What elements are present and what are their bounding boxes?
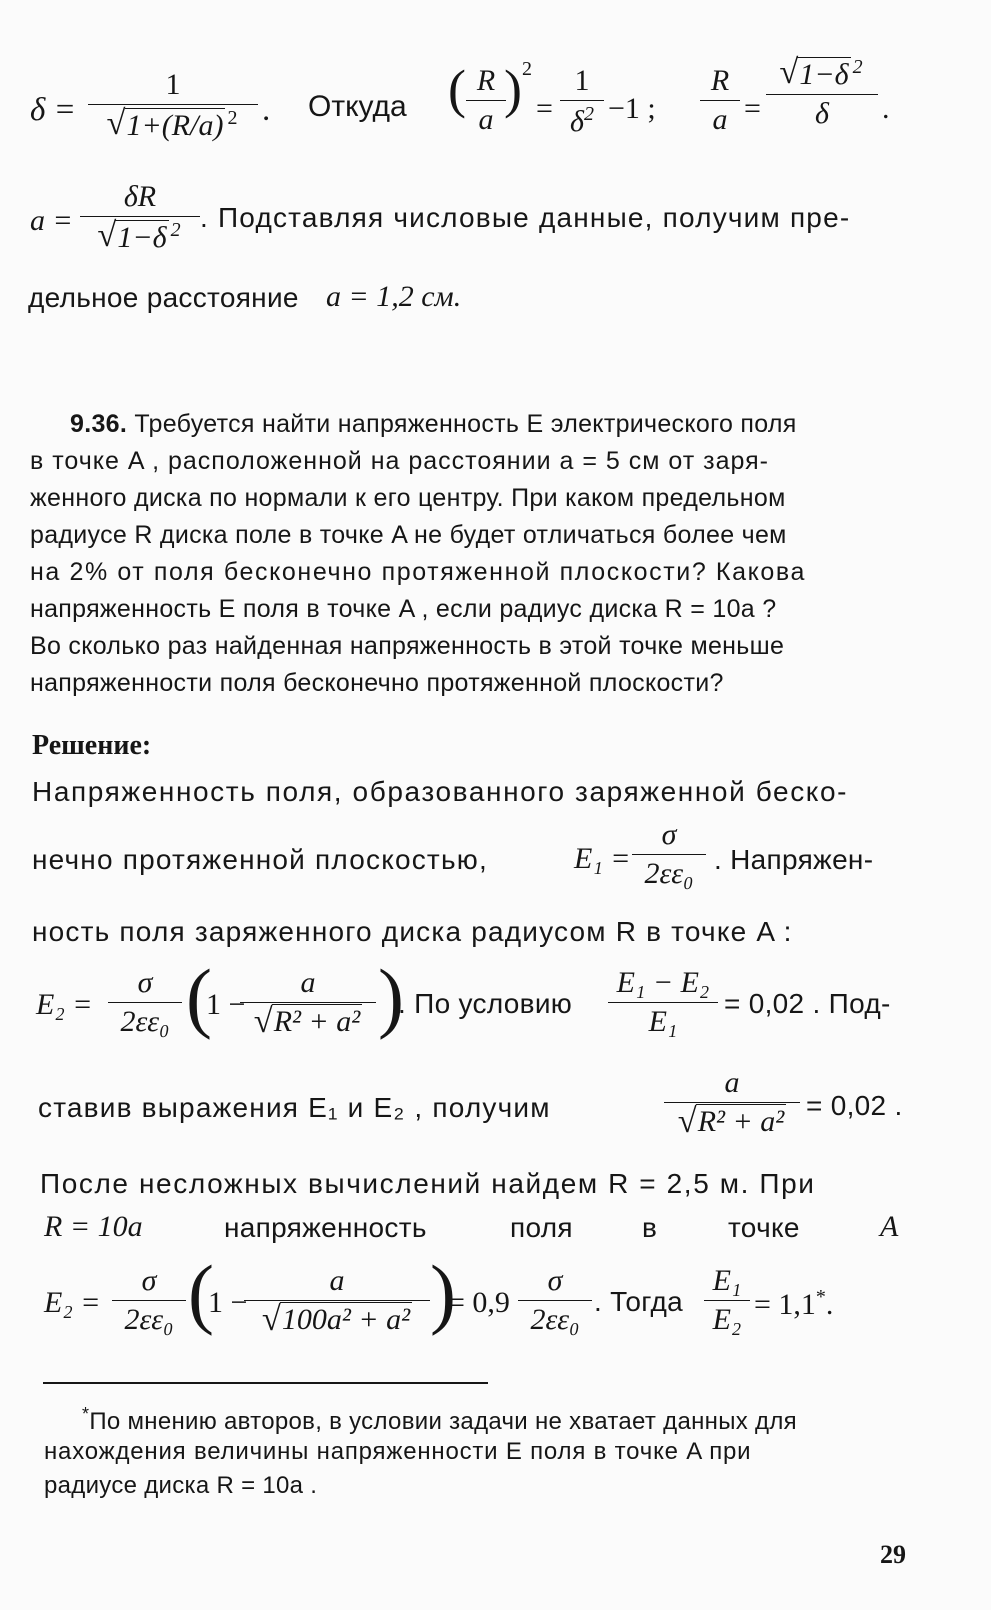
problem-line-5: на 2% от поля бесконечно протяженной плоскости? Какова (30, 558, 806, 586)
l7-c: поля (510, 1212, 573, 1243)
togda: . Тогда (594, 1286, 684, 1317)
delta-num: 1 (88, 68, 258, 105)
solution-line-5-tail: = 0,02 . (806, 1090, 903, 1121)
footnote-rule (43, 1382, 488, 1384)
big-right-paren-1: ) (378, 953, 404, 1040)
line2-text: дельное расстояние (28, 282, 299, 313)
e2-lhs-1: E₂ = (36, 988, 93, 1021)
e2-sigma-fraction-1: $\frac{\sigma}{\text{2εε₀}}$ (108, 966, 182, 1039)
solution-line-2-text: нечно протяженной плоскостью, (32, 844, 488, 875)
delta-fraction: 1 √ 1+(R/a) $^2$ (88, 68, 258, 143)
eq-09: = 0,9 (448, 1286, 510, 1319)
l7-f: A (880, 1210, 899, 1243)
footnote-line-2: нахождения величины напряженности E поля в точке A при (44, 1438, 752, 1465)
a-fraction: δR √ 1−δ $^2$ (80, 180, 200, 255)
big-left-paren-1: ( (186, 953, 212, 1040)
minus-one: −1 ; (608, 92, 656, 125)
e1-lhs: E₁ = (574, 842, 631, 875)
footnote-line-3: радиусе диска R = 10a . (44, 1472, 318, 1499)
period-1: . (262, 92, 271, 128)
exp-2: 2 (522, 58, 532, 80)
solution-line-2-tail: . Напряжен- (714, 844, 874, 875)
a-lhs: a = (30, 204, 73, 237)
problem-line-1: 9.36. Требуется найти напряженность E электрического поля (70, 410, 797, 438)
e2-sigma-fraction-2: $\frac{\sigma}{\text{2εε₀}}$ (112, 1264, 186, 1337)
l7-b: напряженность (224, 1212, 427, 1243)
solution-heading: Решение: (32, 730, 152, 761)
sigma-fraction-3: $\frac{\sigma}{\text{2εε₀}}$ (518, 1264, 592, 1337)
solution-line-3: ность поля заряженного диска радиусом R в точке A : (32, 916, 793, 947)
eq-sign-2: = (744, 92, 761, 125)
l7-d: в (642, 1212, 658, 1243)
problem-line-4: радиусе R диска поле в точке A не будет отличаться более чем (30, 521, 787, 549)
period-2: . (882, 92, 890, 125)
problem-line-6: напряженность E поля в точке A , если радиус диска R = 10a ? (30, 595, 777, 623)
problem-line-3: женного диска по нормали к его центру. При каком предельном (30, 484, 786, 512)
problem-line-2: в точке A , расположенной на расстоянии a = 5 см от заря- (30, 447, 769, 475)
otkuda-label: Откуда (308, 90, 407, 123)
problem-line-7: Во сколько раз найденная напряженность в этой точке меньше (30, 632, 785, 660)
solution-line-5-text: ставив выражения E₁ и E₂ , получим (38, 1092, 551, 1123)
condition-rhs: = 0,02 . Под- (724, 988, 891, 1019)
a-over-sqrt-1: a √ R² + a² (240, 966, 376, 1039)
delta-lhs: δ = (30, 92, 76, 128)
e2-lhs-2: E₂ = (44, 1286, 101, 1319)
po-usloviyu: . По условию (398, 988, 573, 1019)
solution-line-1: Напряженность поля, образованного заряженной беско- (32, 776, 849, 807)
one-over-delta-sq: $\frac{1}{\delta^2}$ (560, 64, 604, 139)
e1-over-e2: $\frac{\text{E₁}}{\text{E₂}}$ (704, 1264, 750, 1337)
big-left-paren-2: ( (188, 1249, 214, 1336)
a-over-sqrt-2: a √ R² + a² (664, 1066, 800, 1139)
sqrt-over-delta: √ $\frac{1-\delta ^2}{\delta}$ (766, 56, 878, 131)
l7-e: точке (728, 1212, 800, 1243)
e1-fraction: $\frac{\sigma}{\text{2εε₀}}$ (632, 818, 706, 891)
ratio-value: = 1,1*. (754, 1286, 834, 1321)
eq-sign-1: = (536, 92, 553, 125)
delta-den: 1+(R/a) (126, 109, 224, 142)
one-minus-2: 1 − (208, 1286, 248, 1319)
condition-fraction: $\frac{\text{E₁ − E₂}}{\text{E₁}}$ (608, 966, 718, 1039)
footnote-line-1: *По мнению авторов, в условии задачи не хватает данных для (82, 1404, 797, 1435)
big-right-paren-2: ) (430, 1249, 456, 1336)
problem-number: 9.36. (70, 410, 128, 438)
problem-line-8: напряженности поля бесконечно протяженной плоскости? (30, 669, 724, 697)
page-number: 29 (880, 1540, 906, 1569)
r-eq-10a: R = 10a (44, 1210, 143, 1243)
left-paren-1: ( (448, 59, 466, 119)
r-over-a-1: $\frac{R}{a}$ (466, 64, 506, 137)
line2-formula: a = 1,2 см. (326, 280, 462, 313)
right-paren-1: ) (504, 59, 522, 119)
r-over-a-2: $\frac{R}{a}$ (700, 64, 740, 137)
a-over-sqrt-3: a √ 100a² + a² (244, 1264, 430, 1337)
one-minus-1: 1 − (206, 988, 246, 1021)
solution-line-6: После несложных вычислений найдем R = 2,5 м. При (40, 1168, 816, 1199)
line1-text: . Подставляя числовые данные, получим пре- (200, 202, 851, 233)
